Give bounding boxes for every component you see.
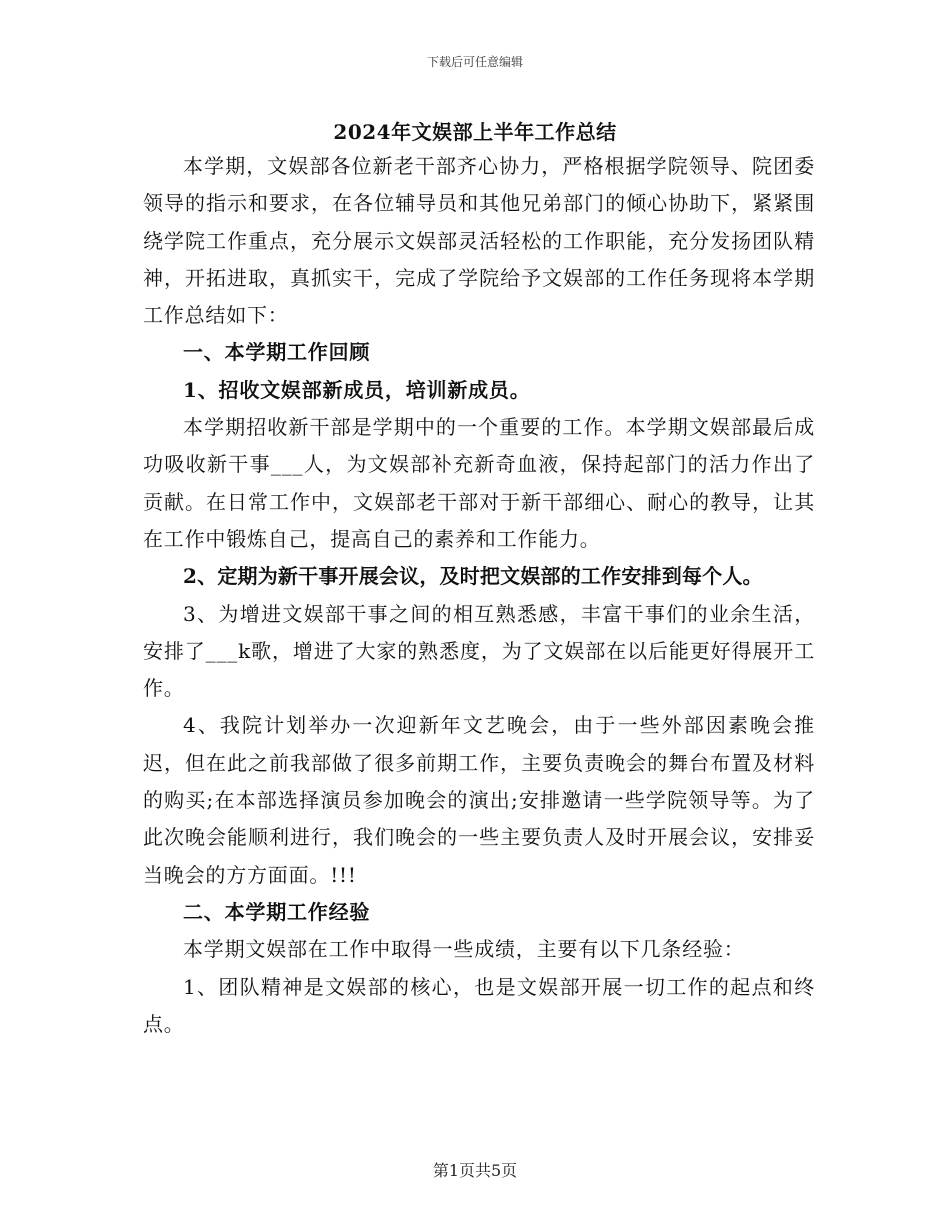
document-body [143,148,815,1043]
section-heading-review: 一、本学期工作回顾 [183,340,371,365]
paragraph-recruit: 本学期招收新干部是学期中的一个重要的工作。本学期文娱部最后成功吸收新干事___人，为文娱部补充新奇血液，保持起部门的活力作出了贡献。在日常工作中，文娱部老干部对于新干部细心、耐心的教导，让其在工作中锻炼自己，提高自己的素养和工作能力。 [143,415,815,551]
paragraph-karaoke: 3、为增进文娱部干事之间的相互熟悉感，丰富干事们的业余生活，安排了___k歌，增进了大家的熟悉度，为了文娱部在以后能更好得展开工作。 [143,601,815,701]
intro-paragraph: 本学期，文娱部各位新老干部齐心协力，严格根据学院领导、院团委领导的指示和要求，在各位辅导员和其他兄弟部门的倾心协助下，紧紧围绕学院工作重点，充分展示文娱部灵活轻松的工作职能，充分发扬团队精神，开拓进取，真抓实干，完成了学院给予文娱部的工作任务现将本学期工作总结如下： [143,154,815,328]
paragraph-gala: 4、我院计划举办一次迎新年文艺晚会，由于一些外部因素晚会推迟，但在此之前我部做了很多前期工作，主要负责晚会的舞台布置及材料的购买;在本部选择演员参加晚会的演出;安排邀请一些学院领导等。为了此次晚会能顺利进行，我们晚会的一些主要负责人及时开展会议，安排妥当晚会的方方面面。!!! [143,713,815,887]
page-indicator: 第1页共5页 [432,1161,518,1180]
document-title: 2024年文娱部上半年工作总结 [333,120,617,144]
paragraph-experience-intro: 本学期文娱部在工作中取得一些成绩，主要有以下几条经验： [183,937,745,962]
paragraph-team-spirit: 1、团队精神是文娱部的核心，也是文娱部开展一切工作的起点和终点。 [143,974,815,1036]
subheading-meetings: 2、定期为新干事开展会议，及时把文娱部的工作安排到每个人。 [183,564,763,589]
section-heading-experience: 二、本学期工作经验 [183,899,371,924]
header-note: 下载后可任意编辑 [426,55,523,69]
subheading-recruit: 1、招收文娱部新成员，培训新成员。 [183,377,531,402]
